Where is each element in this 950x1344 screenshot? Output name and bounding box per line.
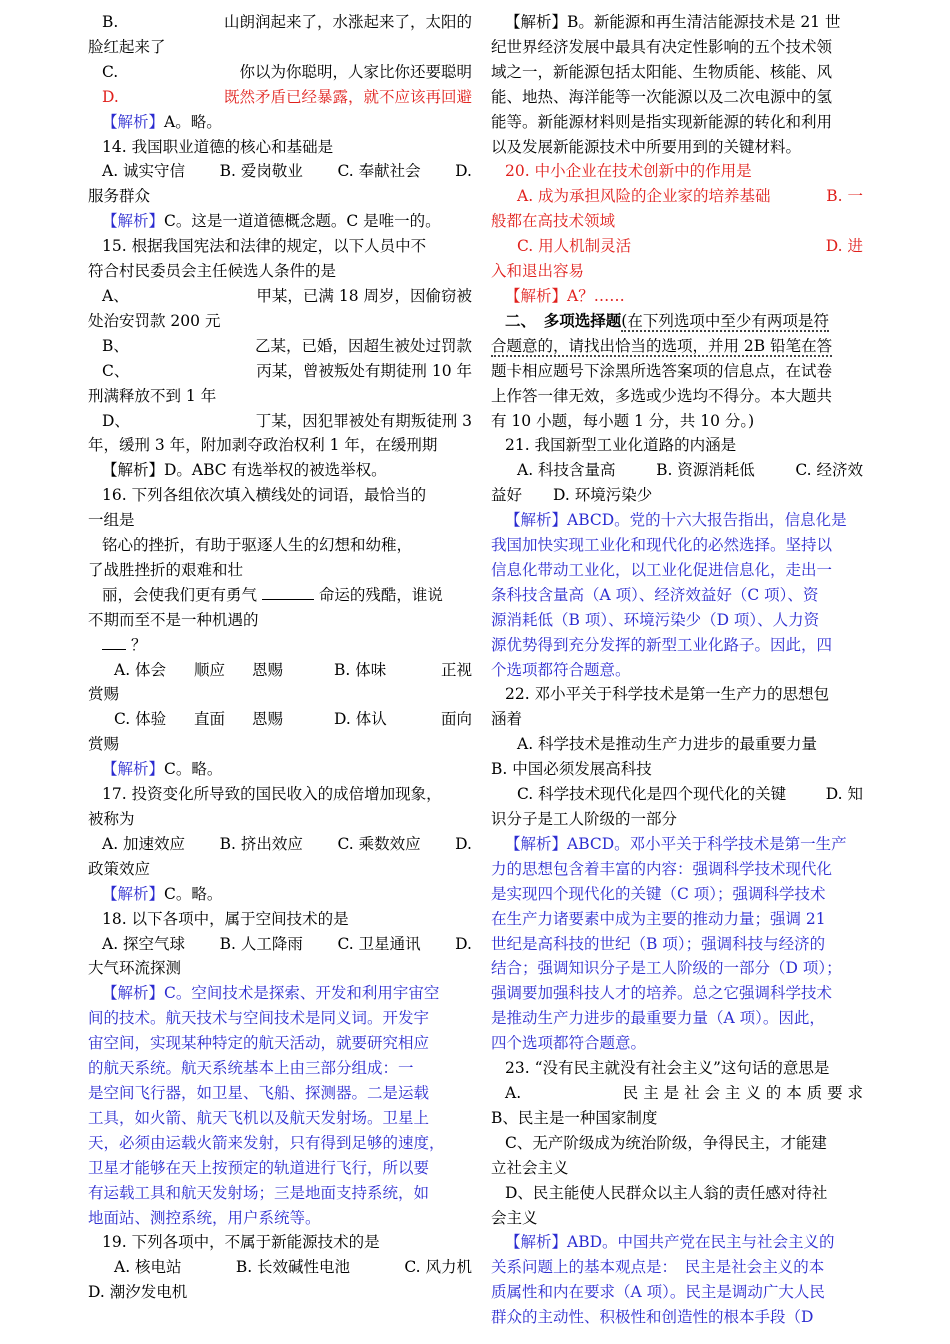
q20-options-cd: C. 用人机制灵活 D. 进 (517, 237, 863, 256)
q15-option-c-cont: 刑满释放不到 1 年 (88, 386, 217, 405)
q17-options-cont: 政策效应 (88, 859, 151, 878)
q14-options: A. 诚实守信 B. 爱岗敬业 C. 奉献社会 D. (102, 162, 472, 181)
q15-option-a: A、 甲某，已满 18 周岁，因偷窃被 (102, 286, 472, 305)
q22-stem-1: 22. 邓小平关于科学技术是第一生产力的思想包 (505, 685, 830, 704)
q19-options: A. 核电站 B. 长效碱性电池 C. 风力机 (114, 1258, 472, 1277)
q18-answer: 【解析】C。空间技术是探索、开发和利用宇宙空 间的技术。航天技术与空间技术是同义词。开发宇 宙空间，实现某种特定的航天活动，就要研究相应 的航天系统。航天系统基本上由三部分组成：一 是空间飞行器，如卫星、飞船、探测器。二是运载 工具，如火箭、航天飞机以及航天发射场。卫星上 天，必须由运载火箭来发射，只有得到足够的速度， 卫星才能够在天上按预定的轨道进行飞行，所以要 有运载工具和航天发射场；三是地面支持系统，如 地面站、测控系统，用户系统等。 (88, 984, 445, 1227)
q16-passage-1: 铭心的挫折，有助于驱逐人生的幻想和幼稚， (102, 536, 413, 555)
q23-option-d-2: 会主义 (491, 1208, 538, 1227)
blank-line (102, 649, 126, 650)
section-instructions-5: 有 10 小题，每小题 1 分，共 10 分。) (491, 411, 755, 430)
q21-options-cont: 益好 D. 环境污染少 (491, 486, 653, 505)
q15-option-a-cont: 处治安罚款 200 元 (88, 311, 221, 330)
q19-options-cont: D. 潮汐发电机 (88, 1283, 188, 1302)
q21-answer: 【解析】ABCD。党的十六大报告指出，信息化是 我国加快实现工业化和现代化的必然选择。坚持以 信息化带动工业化，以工业化促进信息化，走出一 条科技含量高（A 项）、经济效益好（C 项）、资 源消耗低（B 项）、环境污染少（D 项）、人力资 源优势得到充分发挥的新型工业化路子。因此，四 个选项都符合题意。 (491, 511, 847, 679)
q16-stem-1: 16. 下列各组依次填入横线处的词语，最恰当的 (102, 486, 427, 505)
q22-option-a: A. 科学技术是推动生产力进步的最重要力量 (517, 735, 818, 754)
section-instructions-2: 合题意的，请找出恰当的选项，并用 2B 铅笔在答 (491, 336, 833, 355)
section-multiple-choice (491, 309, 863, 434)
q16-passage-2: 了战胜挫折的艰难和壮 (88, 560, 244, 579)
q22-option-b: B. 中国必须发展高科技 (491, 760, 652, 779)
q14-answer: 【解析】C。这是一道道德概念题。C 是唯一的。 (102, 212, 441, 231)
q22-stem-2: 涵着 (491, 710, 523, 729)
q16-option-cd: C. 体验 直面 恩赐 D. 体认 面向 (114, 710, 472, 729)
q18-stem: 18. 以下各项中，属于空间技术的是 (102, 909, 349, 928)
q23-option-b: B、民主是一种国家制度 (491, 1108, 658, 1127)
q17-stem-1: 17. 投资变化所导致的国民收入的成倍增加现象， (102, 785, 442, 804)
q15-option-d: D、 丁某，因犯罪被处有期叛徒刑 3 (102, 411, 472, 430)
q23-option-c-1: C、无产阶级成为统治阶级，争得民主，才能建 (505, 1133, 827, 1152)
q16-option-b-cont: 赏赐 (88, 685, 120, 704)
q23-option-a: A. 民 主 是 社 会 主 义 的 本 质 要 求 (505, 1083, 863, 1102)
q16-option-d-cont: 赏赐 (88, 735, 120, 754)
q22-options-cd: C. 科学技术现代化是四个现代化的关键 D. 知 (517, 785, 863, 804)
q14-stem: 14. 我国职业道德的核心和基础是 (102, 137, 334, 156)
q16-stem-2: 一组是 (88, 511, 135, 530)
q23-stem: 23. “没有民主就没有社会主义”这句话的意思是 (505, 1059, 830, 1078)
q16-passage-5: ？ (88, 633, 472, 658)
q13-option-d: D. 既然矛盾已经暴露，就不应该再回避 (102, 87, 472, 106)
q20-options-ab: A. 成为承担风险的企业家的培养基础 B. 一 (517, 187, 863, 206)
q17-stem-2: 被称为 (88, 810, 135, 828)
q15-stem-1: 15. 根据我国宪法和法律的规定，以下人员中不 (102, 237, 427, 256)
q20-answer: 【解析】A？…… (505, 286, 625, 305)
q14-options-cont: 服务群众 (88, 187, 151, 206)
q15-answer: 【解析】D。ABC 有选举权的被选举权。 (102, 461, 387, 480)
section-instructions-4: 上作答一律无效，多选或少选均不得分。本大题共 (491, 386, 833, 405)
q16-answer: 【解析】C。略。 (102, 760, 223, 779)
q22-answer: 【解析】ABCD。邓小平关于科学技术是第一生产 力的思想包含着丰富的内容：强调科学技术现代化 是实现四个现代化的关键（C 项）；强调科学技术 在生产力诸要素中成为主要的推动力量；强调 21 世纪是高科技的世纪（B 项）；强调科技与经济的 结合；强调知识分子是工人阶级的一部分（D 项）； 强调要加强科技人才的培养。总之它强调科学技术 是推动生产力进步的最重要力量（A 项）。因此， 四个选项都符合题意。 (491, 834, 847, 1053)
q13-option-b: B. 山朗润起来了，水涨起来了，太阳的 (102, 13, 472, 31)
q20-option-b-cont: 般都在高技术领域 (491, 212, 616, 231)
q21-stem: 21. 我国新型工业化道路的内涵是 (505, 436, 737, 455)
section-instructions-3: 题卡相应题号下涂黑所选答案项的信息点，在试卷 (491, 361, 833, 380)
q15-option-b: B、 乙某，已婚，因超生被处过罚款 (102, 336, 472, 355)
q13-option-c: C. 你以为你聪明，人家比你还要聪明 (102, 62, 472, 81)
q13-answer: 【解析】A。略。 (102, 112, 222, 131)
q23-answer: 【解析】ABD。中国共产党在民主与社会主义的 关系问题上的基本观点是： 民主是社会主义的本 质属性和内在要求（A 项）。民主是调动广大人民 群众的主动性、积极性和创造性的根本手段（D (491, 1233, 835, 1327)
q23-option-c-2: 立社会主义 (491, 1158, 569, 1177)
section-heading: 二、 多项选择题(在下列选项中至少有两项是符 (505, 310, 829, 330)
left-column (88, 10, 472, 1305)
q20-option-d-cont: 入和退出容易 (491, 262, 585, 281)
q19-answer: 【解析】B。新能源和再生清洁能源技术是 21 世 纪世界经济发展中最具有决定性影响的五个技术领 域之一，新能源包括太阳能、生物质能、核能、风 能、地热、海洋能等一次能源以及二次电源中的氢 能等。新能源材料则是指实现新能源的转化和利用 以及发展新能源技术中所要用到的关键材料。 (491, 13, 841, 156)
q18-options-cont: 大气环流探测 (88, 959, 182, 978)
q15-stem-2: 符合村民委员会主任候选人条件的是 (88, 262, 337, 281)
q22-option-d-cont: 识分子是工人阶级的一部分 (491, 810, 678, 828)
q16-passage-4: 不期而至不是一种机遇的 (88, 610, 259, 629)
q16-option-ab: A. 体会 顺应 恩赐 B. 体味 正视 (114, 660, 472, 679)
blank-line (262, 599, 314, 600)
q15-option-d-cont: 年，缓刑 3 年，附加剥夺政治权利 1 年，在缓刑期 (88, 436, 438, 455)
q21-options: A. 科技含量高 B. 资源消耗低 C. 经济效 (517, 461, 863, 480)
q20-stem: 20. 中小企业在技术创新中的作用是 (505, 162, 752, 181)
q20 (491, 159, 863, 308)
right-column (491, 10, 863, 1330)
q15-option-c: C、 丙某，曾被叛处有期徒刑 10 年 (102, 361, 472, 380)
q18-options: A. 探空气球 B. 人工降雨 C. 卫星通讯 D. (102, 934, 472, 953)
q17-options: A. 加速效应 B. 挤出效应 C. 乘数效应 D. (102, 834, 472, 853)
q13-option-b-cont: 脸红起来了 (88, 37, 166, 56)
q19-stem: 19. 下列各项中，不属于新能源技术的是 (102, 1233, 380, 1252)
q17-answer: 【解析】C。略。 (102, 884, 223, 903)
q16-passage-3: 丽，会使我们更有勇气 命运的残酷，谁说 (102, 585, 443, 604)
q23-option-d-1: D、民主能使人民群众以主人翁的责任感对待社 (505, 1183, 828, 1202)
